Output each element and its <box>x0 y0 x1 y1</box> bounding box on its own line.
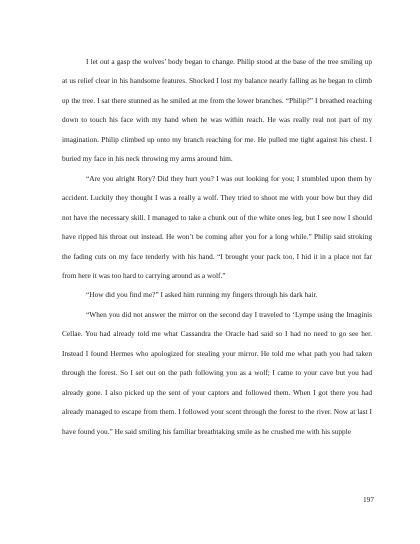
paragraph-2: “Are you alright Rory? Did they hurt you? I was out looking for you; I stumbled upon them by accident. Luckily they thought I was a really a wolf. They tried to shoot me with your bow but they did not have the necessary skill. I managed to take a chunk out of the white ones leg, but I see now I should have ripped his throat out instead. He won’t be coming after you for a long while.” Philip said stroking the fading cuts on my face tenderly with his hand. “I brought your pack too, I hid it in a place not far from here it was too hard to carrying around as a wolf.” <box>62 173 372 280</box>
body-text <box>62 52 372 441</box>
paragraph-3: “How did you find me?” I asked him running my fingers through his dark hair. <box>86 290 318 300</box>
paragraph-4: “When you did not answer the mirror on the second day I traveled to ‘Lympe using the Imaginis Cellae. You had already told me what Cassandra the Oracle had said so I had no need to go see her. Instead I found Hermes who apologized for stealing your mirror. He told me what path you had taken through the forest. So I set out on the path following you as a wolf; I came to your cave but you had already gone. I also picked up the sent of your captors and followed them. When I got there you had already managed to escape from them. I followed your scent through the forest to the river. Now at last I have found you.” He said smiling his familiar breathtaking smile as he crushed me with his supple <box>62 309 372 436</box>
page-number: 197 <box>362 495 374 504</box>
paragraph-1: I let out a gasp the wolves’ body began to change. Philip stood at the base of the tree smiling up at us relief clear in his handsome features. Shocked I lost my balance nearly falling as he began to climb up the tree. I sat there stunned as he smiled at me from the lower branches. “Philip?” I breathed reaching down to touch his face with my hand when he was within reach. He was really real not part of my imagination. Philip climbed up onto my branch reaching for me. He pulled me tight against his chest. I buried my face in his neck throwing my arms around him. <box>62 57 372 164</box>
